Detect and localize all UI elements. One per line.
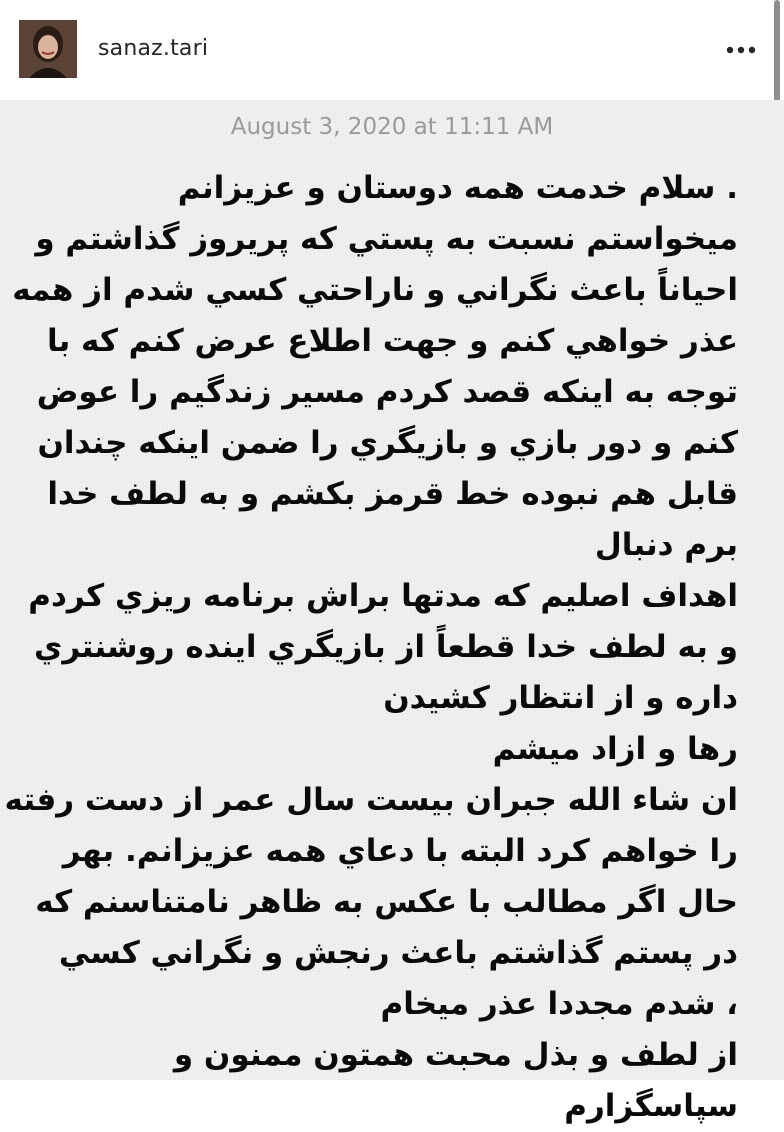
note-line: برم دنبال [594,527,738,563]
note-line: حال اگر مطالب با عکس به ظاهر نامتناسنم که [35,884,738,920]
note-line: قابل هم نبوده خط قرمز بکشم و به لطف خدا [47,476,738,512]
note-line: در پستم گذاشتم باعث رنجش و نگراني کسي [58,935,738,971]
note-line: ميخواستم نسبت به پستي که پريروز گذاشتم و [35,221,738,257]
note-line: عذر خواهي کنم و جهت اطلاع عرض کنم که با [46,323,738,359]
note-line: ، شدم مجددا عذر ميخام [380,986,738,1022]
note-line: . سلام خدمت همه دوستان و عزيزانم [177,170,738,206]
note-date: August 3, 2020 at 11:11 AM [230,114,554,140]
username[interactable]: sanaz.tari [98,36,209,61]
note-line: توجه به اينکه قصد کردم مسير زندگيم را عوض [36,374,738,410]
note-line: را خواهم کرد البته با دعاي همه عزيزانم. بهر [62,833,738,869]
note-line: سپاسگزارم [564,1088,738,1124]
note-line: ان شاء الله جبران بيست سال عمر از دست رفته [4,782,738,818]
note-line: داره و از انتظار کشيدن [383,680,738,716]
post-header [0,0,784,100]
profile-photo-icon [19,20,77,78]
note-line: از لطف و بذل محبت همتون ممنون و [173,1037,738,1073]
note-screenshot [0,100,784,1124]
more-options-icon[interactable] [726,46,756,54]
note-line: اهداف اصليم که مدتها براش برنامه ريزي کردم [28,578,738,614]
note-line: احياناً باعث نگراني و ناراحتي کسي شدم از همه [12,272,738,308]
note-line: و به لطف خدا قطعاً از بازيگري اينده روشنتري [33,629,738,665]
note-line: کنم و دور بازي و بازيگري را ضمن اينکه چندان [37,425,738,461]
note-body [4,163,738,1132]
note-line: رها و ازاد ميشم [492,731,738,767]
avatar[interactable] [19,20,77,78]
